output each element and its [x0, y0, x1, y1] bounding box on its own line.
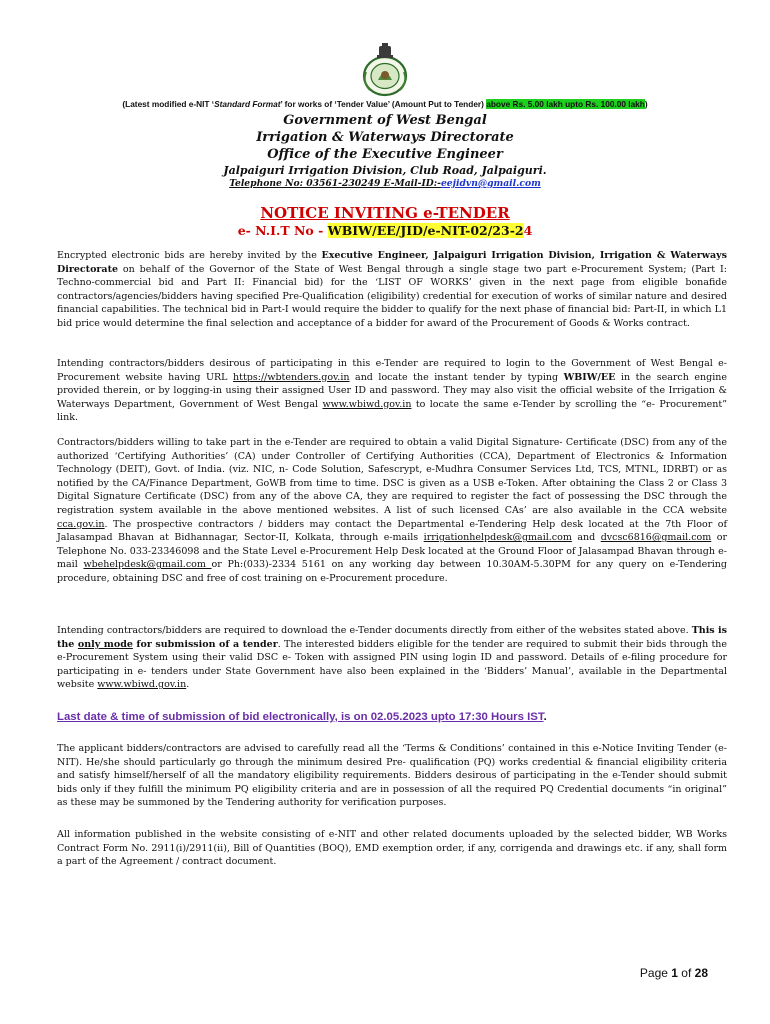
header-directorate: Irrigation & Waterways Directorate	[256, 130, 514, 145]
notice-title: NOTICE INVITING e-TENDER	[260, 204, 510, 222]
value-range-highlight: above Rs. 5.00 lakh upto Rs. 100.00 lakh	[486, 99, 645, 109]
cca-link[interactable]: cca.gov.in	[57, 518, 105, 530]
paragraph-invitation: Encrypted electronic bids are hereby invited by the Executive Engineer, Jalpaiguri Irrigation Division, Irrigation & Waterways Directorate on behalf of the Governor of the State of West Bengal through a single stage two part e-Procurement System; (Part I: Techno-commercial bid and Part II: Financial bid) for the ‘LIST OF WORKS’ given in the next page from eligible bonafide contractors/agencies/bidders having specified Pre-Qualification (eligibility) credential for execution of works of similar nature and desired financial capabilities. The technical bid in Part-I would require the bidder to qualify for the next phase of financial bid: Part-II, in which L1 bid price would determine the final selection and acceptance of a bidder for award of the Procurement of Goods & Works contract.	[57, 250, 727, 329]
header-contact: Telephone No: 03561-230249 E-Mail-ID:-eejidvn@gmail.com	[229, 178, 541, 189]
nit-number: e- N.I.T No - WBIW/EE/JID/e-NIT-02/23-24	[237, 223, 533, 238]
paragraph-terms: The applicant bidders/contractors are advised to carefully read all the ‘Terms & Conditions’ contained in this e-Notice Inviting Tender (e-NIT). He/she should particularly go through the minimum desired Pre- qualification (PQ) works credential & financial eligibility criteria and satisfy himself/herself of all the mandatory eligibility requirements. Bidders desirous of participating in the e-Tender should submit bids only if they fulfill the minimum PQ eligibility criteria and are in possession of all the required PQ Credential documents “in original” as these may be summoned by the Tendering authority for verification purposes.	[57, 743, 727, 809]
paragraph-download: Intending contractors/bidders are required to download the e-Tender documents directly from either of the websites stated above. This is the only mode for submission of a tender. The interested bidders eligible for the tender are required to submit their bids through the e-Procurement System using their valid DSC e- Token with assigned PIN using login ID and password. Details of e-filing procedure for participating in e- tenders under State Government have also been explained in the ‘Bidders’ Manual’, available in the Departmental website www.wbiwd.gov.in.	[57, 625, 728, 691]
last-date-notice: Last date & time of submission of bid electronically, is on 02.05.2023 upto 17:30 Hours IST.	[57, 711, 547, 723]
paragraph-login: Intending contractors/bidders desirous of participating in this e-Tender are required to login to the Government of West Bengal e-Procurement website having URL https://wbtenders.gov.in and locate the instant tender by typing WBIW/EE in the search engine provided therein, or by logging-in using their assigned User ID and password. They may also visit the official website of the Irrigation & Waterways Department, Government of West Bengal www.wbiwd.gov.in to locate the same e-Tender by scrolling the “e- Procurement” link.	[57, 358, 727, 424]
header-office: Office of the Executive Engineer	[267, 147, 503, 162]
page-number: Page 1 of 28	[639, 966, 708, 980]
wbiwd-link-2[interactable]: www.wbiwd.gov.in	[97, 679, 187, 691]
header-government: Government of West Bengal	[283, 113, 487, 128]
header-division: Jalpaiguri Irrigation Division, Club Road, Jalpaiguri.	[223, 164, 547, 177]
wbtenders-link[interactable]: https://wbtenders.gov.in	[233, 371, 350, 383]
office-email-link[interactable]: eejidvn@gmail.com	[440, 178, 541, 189]
wbehelpdesk-email-link[interactable]: wbehelpdesk@gmail.com	[83, 559, 212, 571]
paragraph-documents: All information published in the website consisting of e-NIT and other related documents uploaded by the selected bidder, WB Works Contract Form No. 2911(i)/2911(ii), Bill of Quantities (BOQ), EMD exemption order, if any, corrigenda and drawings etc. if any, shall form a part of the Agreement / contract document.	[57, 829, 727, 868]
helpdesk-email-link[interactable]: irrigationhelpdesk@gmail.com	[423, 532, 572, 544]
paragraph-dsc: Contractors/bidders willing to take part in the e-Tender are required to obtain a valid Digital Signature- Certificate (DSC) from any of the authorized ‘Certifying Authorities’ (CA) under Controller of Certifying Authorities (CCA), Department of Electronics & Information Technology (DEIT), Govt. of India. (viz. NIC, n- Code Solution, Safescrypt, e-Mudhra Consumer Services Ltd, TCS, MTNL, IDRBT) or as notified by the CA/Finance Department, GoWB from time to time. DSC is given as a USB e-Token. After obtaining the Class 2 or Class 3 Digital Signature Certificate (DSC) from any of the above CA, they are required to register the fact of possessing the DSC through the registration system available in the above mentioned websites. A list of such licensed CAs’ are also available in the CCA website cca.gov.in. The prospective contractors / bidders may contact the Departmental e-Tendering Help desk located at the 7th Floor of Jalasampad Bhavan at Bidhannagar, Sector-II, Kolkata, through e-mails irrigationhelpdesk@gmail.com and dvcsc6816@gmail.com or Telephone No. 033-23346098 and the State Level e-Procurement Help Desk located at the Ground Floor of Jalasampad Bhavan through e-mail wbehelpdesk@gmail.com or Ph:(033)-2334 5161 on any working day between 10.30AM-5.30PM for any query on e-Tendering procedure, obtaining DSC and free of cost training on e-Procurement procedure.	[57, 437, 727, 584]
format-note: (Latest modified e-NIT ‘Standard Format’ for works of ‘Tender Value’ (Amount Put to Tender) above Rs. 5.00 lakh upto Rs. 100.00 lakh)	[122, 99, 648, 109]
wbiwd-link[interactable]: www.wbiwd.gov.in	[322, 398, 412, 410]
dvcsc-email-link[interactable]: dvcsc6816@gmail.com	[600, 532, 712, 544]
west-bengal-emblem-icon	[352, 42, 418, 98]
